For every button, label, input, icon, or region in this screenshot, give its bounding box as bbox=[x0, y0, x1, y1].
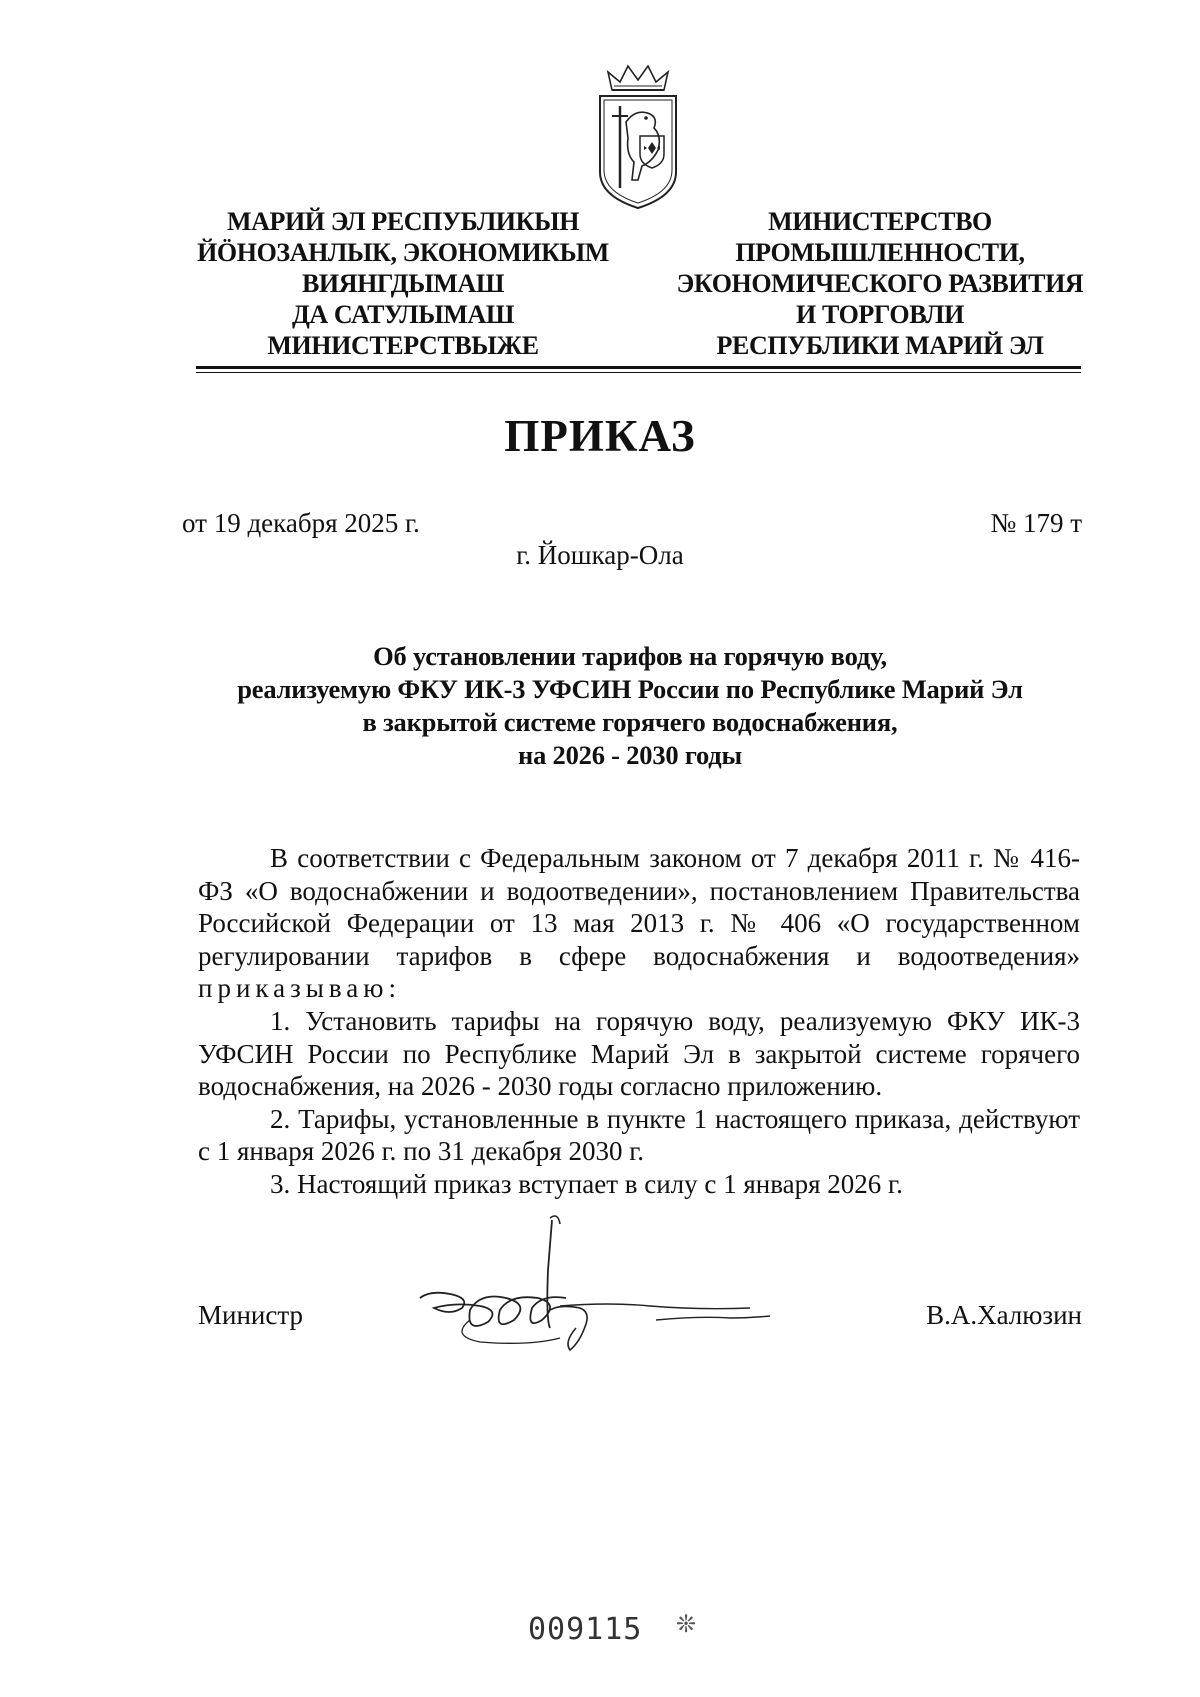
order-item-2: 2. Тарифы, установленные в пункте 1 настоящего приказа, действуют с 1 января 2026 г. по 31 декабря 2030 г. bbox=[198, 1103, 1080, 1167]
header-ministry-mari: МАРИЙ ЭЛ РЕСПУБЛИКЫН ЙÖНОЗАНЛЫК, ЭКОНОМИКЫМ ВИЯНГДЫМАШ ДА САТУЛЫМАШ МИНИСТЕРСТВЫЖЕ bbox=[197, 207, 609, 360]
order-item-1: 1. Установить тарифы на горячую воду, реализуемую ФКУ ИК-3 УФСИН России по Республике Марий Эл в закрытой системе горячего водоснабжения, на 2026 - 2030 годы согласно приложению. bbox=[198, 1005, 1080, 1102]
coat-of-arms-icon bbox=[592, 62, 684, 210]
order-word: приказываю: bbox=[198, 973, 401, 1004]
body-intro-paragraph bbox=[198, 842, 1080, 1005]
document-type-title: ПРИКАЗ bbox=[504, 411, 696, 461]
header-ministry-russian: МИНИСТЕРСТВО ПРОМЫШЛЕННОСТИ, ЭКОНОМИЧЕСКОГО РАЗВИТИЯ И ТОРГОВЛИ РЕСПУБЛИКИ МАРИЙ ЭЛ bbox=[676, 207, 1084, 360]
signatory-title: Министр bbox=[198, 1300, 303, 1330]
document-city: г. Йошкар-Ола bbox=[516, 540, 684, 570]
subject-line: в закрытой системе горячего водоснабжения, bbox=[362, 707, 898, 737]
header-divider-thick bbox=[196, 366, 1081, 369]
order-item-3: 3. Настоящий приказ вступает в силу с 1 января 2026 г. bbox=[270, 1168, 903, 1199]
subject-line: на 2026 - 2030 годы bbox=[518, 740, 742, 770]
handwritten-signature-icon bbox=[410, 1210, 840, 1360]
signatory-name: В.А.Халюзин bbox=[926, 1300, 1082, 1330]
document-date: от 19 декабря 2025 г. bbox=[182, 508, 420, 538]
document-number: № 179 т bbox=[990, 508, 1082, 538]
header-divider-thin bbox=[196, 372, 1081, 373]
document-subject bbox=[180, 640, 1080, 772]
registration-stamp-number: 009115 bbox=[528, 1612, 643, 1647]
document-body bbox=[198, 842, 1080, 1201]
body-intro-text: В соответствии с Федеральным законом от 7 декабря 2011 г. № 416-ФЗ «О водоснабжении и водоотведении», постановлением Правительства Российской Федерации от 13 мая 2013 г. № 406 «О государственном регулировании тарифов в сфере водоснабжения и водоотведения» bbox=[198, 843, 1080, 971]
asterisk-mark-icon: ❊ bbox=[676, 1612, 697, 1638]
subject-line: реализуемую ФКУ ИК-3 УФСИН России по Республике Марий Эл bbox=[237, 674, 1023, 704]
subject-line: Об установлении тарифов на горячую воду, bbox=[373, 641, 887, 671]
